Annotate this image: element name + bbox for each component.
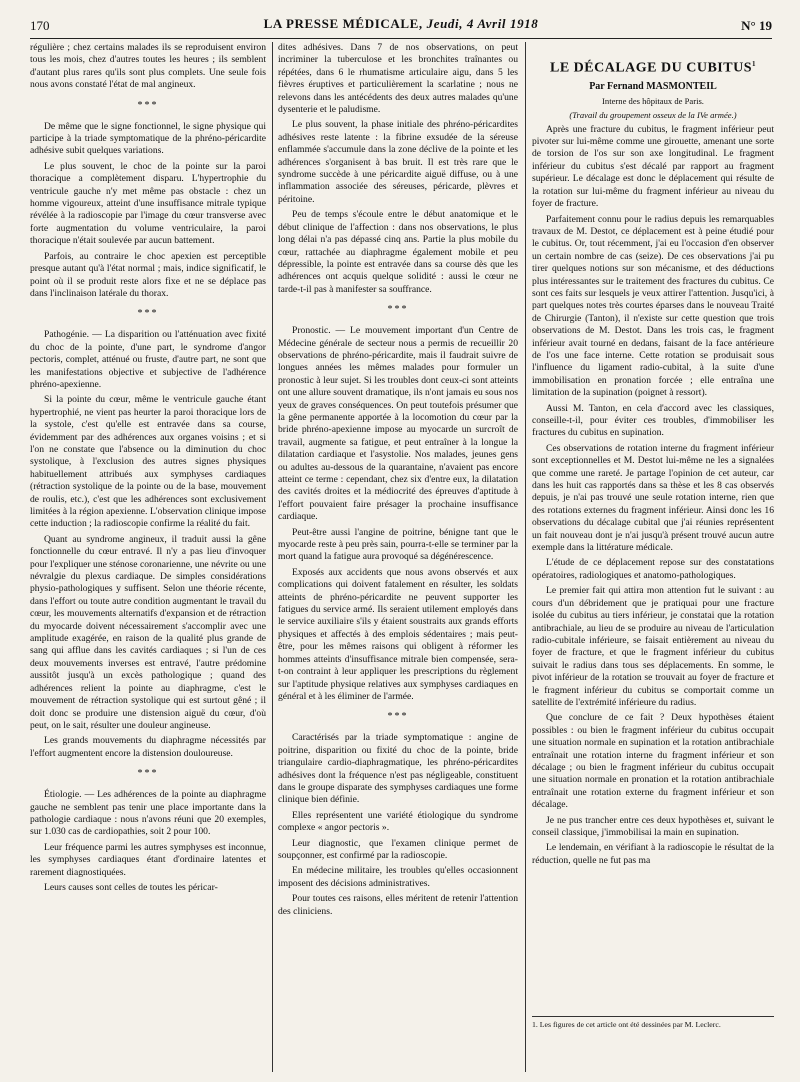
issue-number: N° 19: [741, 18, 772, 33]
section-separator: ***: [137, 99, 159, 111]
paragraph: Elles représentent une variété étiologique du syndrome complexe « angor pectoris ».: [278, 809, 518, 834]
article-body: [532, 124, 774, 868]
paragraph: Ces observations de rotation interne du fragment inférieur sont exceptionnelles et M. Destot lui-même ne les a signalées que comme une rareté. Je partage l'opinion de cet auteur, car dans les huit cas rapportés dans sa thèse et les 8 cas observés depuis, je n'ai pas trouvé une seule rotation interne, rien que des rotations externes du fragment inférieur. Ainsi donc les 16 observations du décalage cubital que j'ai réunies représentent un fait nouveau dont je n'ai jusqu'à présent trouvé aucun autre exemple dans la littérature médicale.: [532, 442, 774, 554]
paragraph: Leur diagnostic, que l'examen clinique permet de soupçonner, est confirmé par la radioscopie.: [278, 837, 518, 861]
paragraph: Peut-être aussi l'angine de poitrine, bénigne tant que le myocarde reste à peu près sain, pourra-t-elle se terminer par la mort quand la fatigue aura provoqué sa dégénérescence.: [278, 526, 518, 563]
paragraph: Pronostic. — Le mouvement important d'un Centre de Médecine générale de secteur nous a permis de recueillir 20 observations de phréno-péricardite, mais il faudrait suivre de longues années les mêmes malades pour formuler un pronostic à leur sujet. Si les troubles dont ceux-ci sont atteints ont une allure souvent dramatique, ils n'ont jamais eu sous nos yeux de graves conséquences. On peut toutefois présumer que la gêne permanente apportée à la locomotion du cœur par la bride phréno-apexienne impose au myocarde un surcroît de travail, augmente sa fatigue, et peut entraîner à la longue la dilatation cardiaque et l'asystolie. Nos malades, jeunes gens ou adultes au-dessous de la quarantaine, n'avaient pas encore atteint ce terme : cependant, chez six d'entre eux, la dilatation des cavités droites et la médiocrité des épreuves d'aptitude à l'effort pouvaient faire présager la prochaine insuffisance cardiaque.: [278, 325, 518, 523]
paragraph: Leurs causes sont celles de toutes les péricar-: [44, 881, 218, 893]
paragraph: Caractérisés par la triade symptomatique : angine de poitrine, disparition ou fixité du choc de la pointe, bride triangulaire cardio-diaphragmatique, les phréno-péricardites adhésives dont la fréquence n'est pas négligeable, constituent dans le groupe disparate des symphyses cardiaques une forme clinique bien définie.: [278, 732, 518, 806]
paragraph: Que conclure de ce fait ? Deux hypothèses étaient possibles : ou bien le fragment inférieur du cubitus occupait une situation normale en supination et la rotation antibrachiale entraînait une rotation interne du fragment inférieur et son décalage ; ou bien le fragment inférieur du cubitus occupait une situation normale en pronation et la rotation antibrachiale entraînait une rotation externe du fragment inférieur et son décalage.: [532, 712, 774, 811]
section-separator: ***: [387, 304, 409, 316]
footnote: 1. Les figures de cet article ont été dessinées par M. Leclerc.: [532, 1016, 774, 1030]
paragraph: Le premier fait qui attira mon attention fut le suivant : au cours d'un débridement que je pratiquai pour une fracture isolée du cubitus au tiers inférieur, je constatai que la rotation antibrachiale, au lieu de se produire au niveau de l'articulation radio-cubitale inférieure, se faisait entièrement au niveau du foyer de fracture, et que le fragment inférieur du cubitus suivait le radius dans tous ses déplacements. En somme, le pivot inférieur de la rotation se trouvait au foyer de fracture et le fragment inférieur du cubitus se comportait comme un satellite de l'extrémité inférieure du radius.: [532, 585, 774, 708]
paragraph: Aussi M. Tanton, en cela d'accord avec les classiques, conseille-t-il, pour éviter ces troubles, d'immobiliser les fractures du cubitus en supination.: [532, 402, 774, 439]
paragraph: Pathogénie. — La disparition ou l'atténuation avec fixité du choc de la pointe, d'une part, le syndrome d'angor pectoris, complet, atténué ou fruste, d'autre part, ne sont que les manifestations objective et subjective de l'adhérence phréno-apexienne.: [30, 329, 266, 390]
column-left: [30, 42, 266, 1072]
paragraph: Leur fréquence parmi les autres symphyses est inconnue, les symphyses cardiaques étant d'ordinaire latentes et rarement diagnostiquées.: [30, 841, 266, 878]
paragraph: Le lendemain, en vérifiant à la radioscopie le résultat de la réduction, quelle ne fut pas ma: [532, 842, 774, 866]
page-number: 170: [30, 18, 50, 33]
column-rule-right: [525, 42, 526, 1072]
article-title: [532, 56, 774, 77]
paragraph: dites adhésives. Dans 7 de nos observations, on peut incriminer la tuberculose et les bronchites traînantes ou répétées, dans 6 le rhumatisme articulaire aigu, dans 5 les fièvres éruptives et particulièrement la scarlatine ; nous ne relevons dans les antécédents des deux autres malades qu'une dysenterie et le paludisme.: [278, 42, 518, 116]
paragraph: Après une fracture du cubitus, le fragment inférieur peut pivoter sur lui-même comme une girouette, amenant une sorte de torsion de l'os sur son axe longitudinal. Le fragment inférieur du cubitus s'est décalé par rapport au fragment supérieur. Le décalage est donc le déplacement qui résulte de la rotation sur lui-même du fragment inférieur au niveau du foyer de fracture.: [532, 123, 774, 210]
paragraph: Les grands mouvements du diaphragme nécessités par l'effort augmentent encore la distension douloureuse.: [30, 735, 266, 759]
column-middle: [278, 42, 518, 1072]
paragraph: De même que le signe fonctionnel, le signe physique qui participe à la triade symptomatique de la phréno-péricardite adhésive subit quelques variations.: [30, 120, 266, 157]
article-author: Par Fernand MASMONTEIL: [589, 80, 717, 92]
paragraph: Le plus souvent, le choc de la pointe sur la paroi thoracique a complètement disparu. L'hypertrophie du ventricule gauche n'y met même pas obstacle : chez un homme vigoureux, atteint d'une insuffisance mitrale typique révélée à la radioscopie par l'image du cœur transverse avec forte augmentation du volume ventriculaire, la paroi thoracique n'était soulevée par aucun battement.: [30, 160, 266, 247]
paragraph: L'étude de ce déplacement repose sur des constatations opératoires, radiologiques et anatomo-pathologiques.: [532, 557, 774, 581]
paragraph: Étiologie. — Les adhérences de la pointe au diaphragme gauche ne semblent pas tenir une place importante dans la pathologie cardiaque : nous n'avons réuni que 20 exemples, sur 1.030 cas de cardiopathies, soit 2 pour 100.: [30, 789, 266, 838]
paragraph: Exposés aux accidents que nous avons observés et aux complications qui doivent fatalement en résulter, les soldats atteints de phréno-péricardite ne peuvent supporter les fatigues du service armé. Ils seraient utilement employés dans le service auxiliaire s'ils y étaient soustraits aux grands efforts physiques et affectés à des emplois sédentaires ; mais peut-être, pour les mêmes raisons qui obligent à réformer les hommes atteints d'insuffisance mitrale bien compensée, sera-t-on contraint à leur appliquer les prescriptions du règlement sur l'aptitude physique relatives aux symphyses cardiaques en général et à les éliminer de l'armée.: [278, 566, 518, 702]
column-rule-left: [272, 42, 273, 1072]
journal-masthead: [30, 16, 772, 32]
paragraph: En médecine militaire, les troubles qu'elles occasionnent imposent des décisions administratives.: [278, 865, 518, 889]
section-separator: ***: [387, 711, 409, 723]
journal-name: LA PRESSE MÉDICALE,: [263, 16, 423, 31]
paragraph: Parfois, au contraire le choc apexien est perceptible presque autant qu'à l'état normal ; mais, indice significatif, le point où il se produit reste alors fixe et ne se déplace pas dans l'inclinaison latérale du thorax.: [30, 250, 266, 299]
page-header: [30, 14, 772, 39]
section-separator: ***: [137, 308, 159, 320]
paragraph: Je ne pus trancher entre ces deux hypothèses et, suivant le conseil classique, j'immobilisai la main en supination.: [532, 814, 774, 838]
paragraph: Quant au syndrome angineux, il traduit aussi la gêne fonctionnelle du cœur entravé. Il n'y a pas lieu d'invoquer pour l'expliquer une sténose coronarienne, une névrite ou une névralgie du plexus cardiaque. De simples considérations physio-pathologiques y suffisent. Selon une théorie récente, dans l'effort ou toute autre condition augmentant le travail du cœur, les mouvements alternatifs d'expansion et de rétraction du myocarde doivent nécessairement s'accomplir avec une amplitude exagérée, en raison de la qualité plus grande de sang qui afflue dans les cavités cardiaques ; si l'un de ces deux mouvements inverses est entravé, l'autre prédomine aussitôt jusqu'à un excès pathologique ; quand des adhérences relient la pointe au diaphragme, c'est le mouvement de rétraction systolique qui est surtout gêné ; il doit donc se produire une distension aiguë du cœur, d'où peut, on le sait, résulter une douleur angineuse.: [30, 533, 266, 731]
title-footnote-mark: 1: [751, 60, 756, 68]
paragraph: Peu de temps s'écoule entre le début anatomique et le début clinique de l'affection : dans nos observations, le plus long délai n'a pas dépassé cinq ans. Partie la plus mobile du cœur, rattachée au diaphragme également mobile et peu dépressible, la pointe est entravée dans sa course dès que les adhérences ont acquis quelque solidité : aussi le cœur ne tarde-t-il pas à manifester sa souffrance.: [278, 209, 518, 295]
article-affiliation: Interne des hôpitaux de Paris.: [602, 95, 704, 106]
paragraph: Si la pointe du cœur, même le ventricule gauche étant hypertrophié, ne vient pas heurter la paroi thoracique lors de la systole, c'est qu'elle est entravée dans sa course, évidemment par des adhérences aux organes voisins ; et si l'on ne constate que l'absence ou la diminution du choc systolique, à l'exclusion des autres signes physiques habituellement attribués aux symphyses cardiaques (rétraction systolique de la pointe ou de la base, mouvement de roulis, etc.), c'est que les adhérences sont exclusivement limitées à la région apexienne. L'observation clinique impose cette induction ; la radioscopie confirme la réalité du fait.: [30, 394, 266, 530]
paragraph: Parfaitement connu pour le radius depuis les remarquables travaux de M. Destot, ce déplacement est à peine étudié pour le cubitus. Or, tout récemment, j'ai eu l'occasion d'en observer un certain nombre de cas (seize). De ces observations j'ai pu tirer quelques notions sur son mécanisme, et des déductions plus intéressantes sur le traitement des fractures du cubitus. Ce sont ces faits sur lesquels je veux attirer l'attention. Jusqu'ici, à part quelques notes très courtes éparses dans le nouveau Traité de Chirurgie (Tanton), il n'existe sur cette question que trois observations de M. Destot. Dans les trois cas, le fragment inférieur avait tourné en dedans, faisant de la face antérieure de l'os une face interne. Cette rotation se produisait sous l'influence du ligament radio-cubital, à la suite d'une immobilisation en pronation forcée ; elle entraîna une limitation de la supination (poignet à ressort).: [532, 213, 774, 399]
section-separator: ***: [137, 768, 159, 780]
paragraph: Le plus souvent, la phase initiale des phréno-péricardites adhésives reste latente : la fibrine exsudée de la séreuse enflammée s'accumule dans la zone déclive de la pointe et les adhérences s'organisent à bas bruit. Il est très rare que le syndrome succède à une péricardite aiguë diffuse, ou à une inflammation associée des séreuses, péricarde, plèvres et péritoine.: [278, 119, 518, 205]
article-work-note: (Travail du groupement osseux de la IVe armée.): [569, 109, 737, 120]
paragraph: Pour toutes ces raisons, elles méritent de retenir l'attention des cliniciens.: [278, 893, 518, 917]
issue-date: Jeudi, 4 Avril 1918: [426, 16, 539, 31]
column-right: [532, 42, 774, 1072]
article-title-text: LE DÉCALAGE DU CUBITUS: [550, 60, 752, 76]
paragraph: régulière ; chez certains malades ils se reproduisent environ tous les mois, chez d'autres toutes les heures ; ils semblent d'autant plus rares qu'ils sont plus complets. Une seule fois nous avons constaté l'état de mal angineux.: [30, 42, 266, 91]
